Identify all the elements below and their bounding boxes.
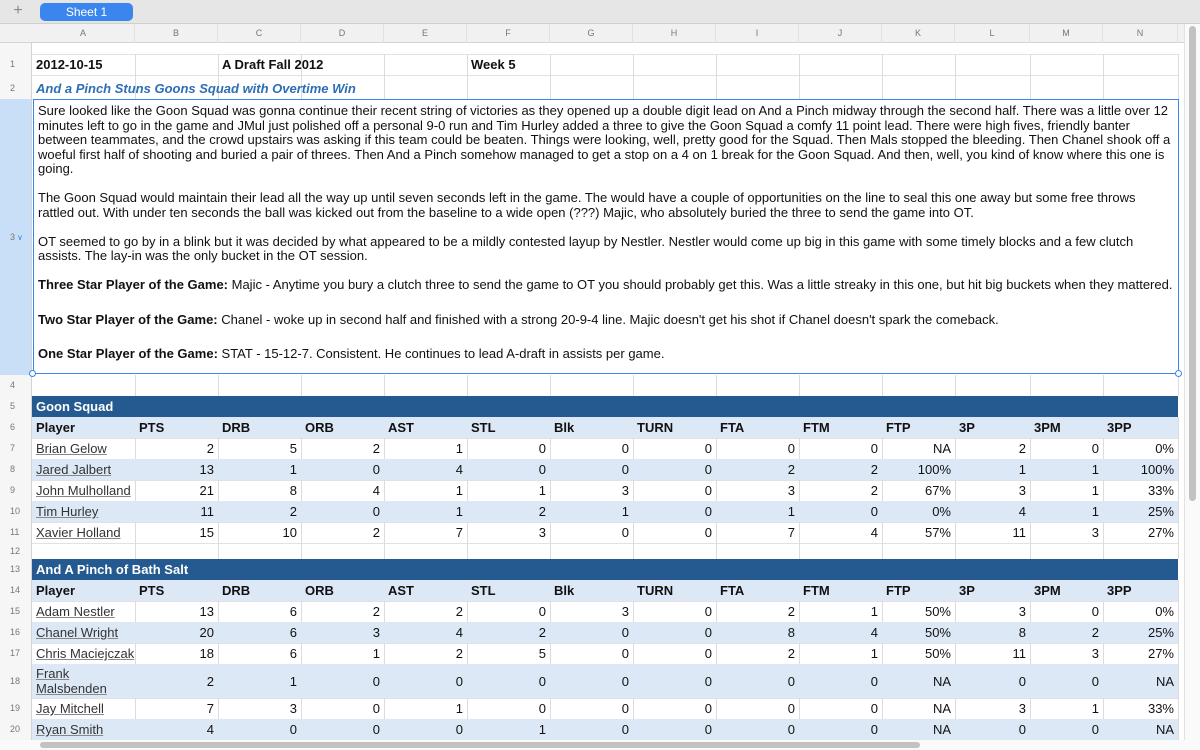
- stat-cell[interactable]: 3: [1018, 701, 1026, 716]
- player-name-link[interactable]: Brian Gelow: [36, 441, 107, 456]
- player-name-link[interactable]: John Mulholland: [36, 483, 131, 498]
- league-cell[interactable]: A Draft Fall 2012: [222, 57, 324, 72]
- stat-cell[interactable]: 0: [704, 441, 712, 456]
- row-number: 12: [10, 546, 21, 556]
- row-number: 20: [10, 724, 21, 734]
- column-line: [1178, 375, 1179, 396]
- stat-cell[interactable]: 0: [538, 441, 546, 456]
- stat-cell[interactable]: 0: [1091, 673, 1099, 689]
- stat-cell[interactable]: 11: [200, 504, 214, 519]
- column-line: [1178, 54, 1179, 99]
- stat-cell[interactable]: 3: [1091, 646, 1099, 661]
- stat-cell[interactable]: 0: [372, 673, 380, 689]
- stat-cell[interactable]: 4: [870, 625, 878, 640]
- row-header-6[interactable]: [0, 417, 31, 438]
- stat-cell[interactable]: 100%: [917, 462, 951, 477]
- stat-header-pts[interactable]: PTS: [139, 420, 165, 435]
- stat-cell[interactable]: 8: [1018, 625, 1026, 640]
- stat-cell[interactable]: 0: [621, 625, 629, 640]
- stat-cell[interactable]: 1: [870, 604, 878, 619]
- stat-cell[interactable]: 0: [289, 722, 297, 737]
- stat-cell[interactable]: 2: [787, 604, 795, 619]
- column-header-b[interactable]: B: [135, 24, 218, 43]
- stat-header-stl[interactable]: STL: [471, 420, 496, 435]
- row-header-7[interactable]: [0, 438, 31, 459]
- stat-cell[interactable]: NA: [1155, 722, 1174, 737]
- stat-cell[interactable]: 11: [1012, 525, 1026, 540]
- stat-cell[interactable]: 25%: [1147, 504, 1174, 519]
- stat-cell[interactable]: 1: [538, 722, 546, 737]
- stat-cell[interactable]: 1: [1091, 701, 1099, 716]
- stat-cell[interactable]: 7: [206, 701, 214, 716]
- stat-header-blk[interactable]: Blk: [554, 420, 575, 435]
- stat-cell[interactable]: 13: [199, 462, 214, 477]
- player-name-link[interactable]: Jay Mitchell: [36, 701, 104, 716]
- stat-cell[interactable]: 0: [455, 722, 463, 737]
- stat-cell[interactable]: 0: [621, 525, 629, 540]
- stat-cell[interactable]: 1: [870, 646, 878, 661]
- stat-cell[interactable]: NA: [932, 701, 951, 716]
- row-line: [32, 75, 1178, 76]
- stat-header-orb[interactable]: ORB: [305, 583, 334, 598]
- recap-text-cell[interactable]: [33, 99, 1179, 374]
- stat-cell[interactable]: 4: [206, 722, 214, 737]
- column-header-g[interactable]: G: [550, 24, 633, 43]
- column-line: [955, 54, 956, 99]
- stat-cell[interactable]: 0: [787, 441, 795, 456]
- stat-cell[interactable]: 0: [870, 441, 878, 456]
- selection-handle-bottom-left[interactable]: [29, 370, 36, 377]
- row-number: 10: [10, 506, 21, 516]
- stat-cell[interactable]: 0: [1018, 722, 1026, 737]
- stat-header-ftm[interactable]: FTM: [803, 420, 830, 435]
- column-line: [882, 54, 883, 99]
- stat-cell[interactable]: 4: [455, 462, 463, 477]
- column-line: [955, 375, 956, 396]
- column-line: [633, 54, 634, 99]
- stat-cell[interactable]: 2: [455, 646, 463, 661]
- player-name-link[interactable]: Chris Maciejczak: [36, 646, 135, 661]
- player-name-link[interactable]: Frank Malsbenden: [36, 666, 107, 696]
- stat-cell[interactable]: 1: [455, 504, 463, 519]
- row-number: 11: [10, 527, 20, 537]
- stat-cell[interactable]: 2: [206, 441, 214, 456]
- row-header-18[interactable]: [0, 664, 31, 698]
- column-header-d[interactable]: D: [301, 24, 384, 43]
- stat-cell[interactable]: 4: [870, 525, 878, 540]
- column-header-h[interactable]: H: [633, 24, 716, 43]
- stat-header-ast[interactable]: AST: [388, 420, 414, 435]
- column-line: [799, 375, 800, 396]
- week-cell[interactable]: Week 5: [471, 57, 516, 72]
- column-line: [882, 375, 883, 396]
- stat-cell[interactable]: 1: [538, 483, 546, 498]
- stat-cell[interactable]: 0: [538, 604, 546, 619]
- column-header-e[interactable]: E: [384, 24, 467, 43]
- stat-cell[interactable]: 0: [621, 646, 629, 661]
- column-line: [799, 54, 800, 99]
- stat-cell[interactable]: 2: [870, 483, 878, 498]
- stat-header-orb[interactable]: ORB: [305, 420, 334, 435]
- row-header-1[interactable]: [0, 54, 31, 75]
- stat-cell[interactable]: 0: [704, 483, 712, 498]
- stat-cell[interactable]: 0: [372, 462, 380, 477]
- row-header-10[interactable]: [0, 501, 31, 522]
- stat-cell[interactable]: 50%: [924, 604, 951, 619]
- column-line: [716, 375, 717, 396]
- stat-cell[interactable]: NA: [1155, 673, 1174, 689]
- horizontal-scroll-thumb[interactable]: [40, 742, 920, 748]
- row-header-15[interactable]: [0, 601, 31, 622]
- column-header-l[interactable]: L: [955, 24, 1030, 43]
- stat-header-3pm[interactable]: 3PM: [1034, 583, 1061, 598]
- stat-cell[interactable]: 0: [704, 604, 712, 619]
- stat-header-pts[interactable]: PTS: [139, 583, 165, 598]
- stat-header-blk[interactable]: Blk: [554, 583, 575, 598]
- stat-cell[interactable]: 33%: [1147, 483, 1174, 498]
- stat-cell[interactable]: 0: [372, 504, 380, 519]
- stat-cell[interactable]: 15: [199, 525, 214, 540]
- stat-cell[interactable]: 0: [787, 701, 795, 716]
- stat-cell[interactable]: 0: [621, 722, 629, 737]
- stat-header-turn[interactable]: TURN: [637, 583, 674, 598]
- row-header-11[interactable]: [0, 522, 31, 543]
- player-name-link[interactable]: Jared Jalbert: [36, 462, 112, 477]
- stat-cell[interactable]: 4: [372, 483, 380, 498]
- stat-cell[interactable]: 2: [538, 625, 546, 640]
- stat-cell[interactable]: 1: [455, 483, 463, 498]
- stat-cell[interactable]: 2: [538, 504, 546, 519]
- stat-cell[interactable]: 0: [621, 701, 629, 716]
- stat-cell[interactable]: 1: [1091, 504, 1099, 519]
- stat-cell[interactable]: 2: [787, 646, 795, 661]
- stat-header-3pp[interactable]: 3PP: [1107, 583, 1132, 598]
- stat-header-ast[interactable]: AST: [388, 583, 414, 598]
- stat-cell[interactable]: 0: [621, 673, 629, 689]
- three-star-text: Majic - Anytime you bury a clutch three to send the game to OT you should probably get this. Was a little streaky in this one, but hit big buckets when they mattered.: [228, 277, 1173, 292]
- row-number: 18: [10, 676, 21, 686]
- three-star-label: Three Star Player of the Game:: [38, 277, 229, 292]
- row-number: 7: [10, 443, 16, 453]
- one-star-line: [38, 347, 1174, 362]
- column-header-i[interactable]: I: [716, 24, 799, 43]
- row-header-bar: [0, 43, 32, 750]
- date-cell[interactable]: 2012-10-15: [36, 57, 103, 72]
- stat-cell[interactable]: 1: [621, 504, 629, 519]
- stat-cell[interactable]: 0: [621, 441, 629, 456]
- row-header-9[interactable]: [0, 480, 31, 501]
- one-star-label: One Star Player of the Game:: [38, 346, 218, 361]
- row-number: 15: [10, 606, 21, 616]
- stat-cell[interactable]: 4: [1018, 504, 1026, 519]
- row-header-14[interactable]: [0, 580, 31, 601]
- stat-cell[interactable]: 3: [1018, 483, 1026, 498]
- stat-cell[interactable]: 50%: [924, 646, 951, 661]
- stat-cell[interactable]: 0: [870, 722, 878, 737]
- row-number: 2: [10, 83, 16, 93]
- row-header-19[interactable]: [0, 698, 31, 719]
- stat-cell[interactable]: 3: [1018, 604, 1026, 619]
- stat-cell[interactable]: 0: [372, 722, 380, 737]
- stat-cell[interactable]: 6: [289, 646, 297, 661]
- stat-cell[interactable]: 2: [372, 441, 380, 456]
- column-header-k[interactable]: K: [882, 24, 955, 43]
- row-header-3[interactable]: [0, 99, 31, 375]
- stat-cell[interactable]: 0: [704, 504, 712, 519]
- row-number: 16: [10, 627, 21, 637]
- stat-cell[interactable]: 21: [199, 483, 214, 498]
- stat-cell[interactable]: 3: [787, 483, 795, 498]
- stat-cell[interactable]: 0: [1018, 673, 1026, 689]
- column-line: [716, 54, 717, 99]
- stat-cell[interactable]: 1: [1018, 462, 1026, 477]
- stat-cell[interactable]: 0: [538, 462, 546, 477]
- column-header-j[interactable]: J: [799, 24, 882, 43]
- stat-cell[interactable]: 0: [538, 673, 546, 689]
- column-line: [550, 54, 551, 99]
- column-line: [1103, 375, 1104, 396]
- column-line: [1178, 580, 1179, 740]
- stat-cell[interactable]: 0: [704, 646, 712, 661]
- stat-cell[interactable]: 0: [870, 701, 878, 716]
- row-number: 17: [10, 648, 21, 658]
- stat-cell[interactable]: 2: [206, 673, 214, 689]
- vertical-scroll-thumb[interactable]: [1189, 26, 1196, 501]
- row-header-8[interactable]: [0, 459, 31, 480]
- column-line: [1030, 375, 1031, 396]
- player-name-link[interactable]: Chanel Wright: [36, 625, 119, 640]
- stat-cell[interactable]: 3: [289, 701, 297, 716]
- column-line: [1103, 54, 1104, 99]
- stat-cell[interactable]: 1: [289, 462, 297, 477]
- stat-cell[interactable]: 0: [704, 701, 712, 716]
- recap-paragraph-3: OT seemed to go by in a blink but it was decided by what appeared to be a mildly contested layup by Nestler. Nestler would come up big in this game with some timely blocks and a few clutch assists. The lay-in was the only bucket in the OT session.: [38, 233, 1134, 263]
- headline-cell[interactable]: And a Pinch Stuns Goons Squad with Overtime Win: [36, 81, 356, 96]
- stat-cell[interactable]: 33%: [1147, 701, 1174, 716]
- stat-cell[interactable]: 1: [455, 441, 463, 456]
- column-header-m[interactable]: M: [1030, 24, 1103, 43]
- stat-cell[interactable]: 0: [704, 673, 712, 689]
- row-expand-chevron-icon[interactable]: ∨: [17, 233, 23, 242]
- stat-cell[interactable]: 1: [1091, 462, 1099, 477]
- stat-header-ftp[interactable]: FTP: [886, 420, 911, 435]
- stat-cell[interactable]: 0: [787, 722, 795, 737]
- stat-cell[interactable]: 18: [199, 646, 214, 661]
- row-number: 14: [10, 585, 21, 595]
- stat-cell[interactable]: 57%: [924, 525, 951, 540]
- stat-cell[interactable]: 0: [621, 462, 629, 477]
- stat-cell[interactable]: 2: [289, 504, 297, 519]
- stat-cell[interactable]: 27%: [1147, 646, 1174, 661]
- stat-cell[interactable]: 5: [289, 441, 297, 456]
- stat-cell[interactable]: 7: [455, 525, 463, 540]
- stat-header-drb[interactable]: DRB: [222, 420, 251, 435]
- stat-cell[interactable]: 20: [199, 625, 214, 640]
- stat-cell[interactable]: 13: [199, 604, 214, 619]
- stat-cell[interactable]: 27%: [1147, 525, 1174, 540]
- team2-title[interactable]: And A Pinch of Bath Salt: [36, 562, 189, 577]
- stat-header-fta[interactable]: FTA: [720, 583, 745, 598]
- recap-paragraph-2: The Goon Squad would maintain their lead all the way up until seven seconds left in the game. The would have a couple of opportunities on the line to seal this one away but some free throws rattled out. With under ten seconds the ball was kicked out from the baseline to a wide open (???) Majic, who absolutely buried the three to send the game into OT.: [38, 190, 1136, 220]
- vertical-scrollbar[interactable]: [1184, 24, 1200, 740]
- column-line: [301, 375, 302, 396]
- stat-cell[interactable]: 0: [704, 722, 712, 737]
- stat-header-3pp[interactable]: 3PP: [1107, 420, 1132, 435]
- row-number: 9: [10, 485, 16, 495]
- stat-cell[interactable]: 10: [282, 525, 297, 540]
- stat-cell[interactable]: 7: [787, 525, 795, 540]
- column-line: [633, 375, 634, 396]
- stat-cell[interactable]: 3: [538, 525, 546, 540]
- stat-cell[interactable]: 2: [372, 525, 380, 540]
- row-number: 8: [10, 464, 16, 474]
- recap-paragraph-1: Sure looked like the Goon Squad was gonna continue their recent string of victories as they opened up a double digit lead on And a Pinch midway through the second half. There was a little over 12 minutes left to go in the game and JMul just polished off a personal 9-0 run and Tim Hurley added a three to give the Goon Squad a comfy 11 point lead. There were high fives, friendly banter between teammates, and the crowd upstairs was asking if this team could be beaten. Things were looking, well, pretty good for the Squad. Then Mals stopped the bleeding. Then Chanel shook off a woeful first half of shooting and buried a pair of threes. Then And a Pinch somehow managed to get a stop on a 4 on 1 break for the Goon Squad. And then, well, you kind of know where this one is going.: [38, 103, 1171, 176]
- row-header-20[interactable]: [0, 719, 31, 740]
- player-name-link[interactable]: Adam Nestler: [36, 604, 115, 619]
- stat-cell[interactable]: NA: [932, 441, 951, 456]
- one-star-text: STAT - 15-12-7. Consistent. He continues to lead A-draft in assists per game.: [217, 346, 665, 361]
- stat-cell[interactable]: 2: [1018, 441, 1026, 456]
- row-header-12[interactable]: [0, 543, 31, 559]
- stat-cell[interactable]: 25%: [1147, 625, 1174, 640]
- row-header-17[interactable]: [0, 643, 31, 664]
- stat-header-fta[interactable]: FTA: [720, 420, 745, 435]
- stat-cell[interactable]: 3: [372, 625, 380, 640]
- stat-header-3pm[interactable]: 3PM: [1034, 420, 1061, 435]
- row-number: 13: [10, 564, 21, 574]
- stat-cell[interactable]: 8: [787, 625, 795, 640]
- stat-cell[interactable]: 0: [1091, 604, 1099, 619]
- stat-cell[interactable]: 0%: [932, 504, 951, 519]
- three-star-line: [38, 278, 1174, 293]
- stat-header-drb[interactable]: DRB: [222, 583, 251, 598]
- row-number: 6: [10, 422, 16, 432]
- stat-cell[interactable]: 8: [289, 483, 297, 498]
- horizontal-scrollbar[interactable]: [0, 740, 1200, 750]
- stat-cell[interactable]: 2: [455, 604, 463, 619]
- column-header-f[interactable]: F: [467, 24, 550, 43]
- stat-cell[interactable]: 0%: [1155, 441, 1174, 456]
- stat-cell[interactable]: 2: [787, 462, 795, 477]
- stat-cell[interactable]: 0: [704, 525, 712, 540]
- column-line: [550, 375, 551, 396]
- stat-cell[interactable]: 2: [870, 462, 878, 477]
- row-header-5[interactable]: [0, 396, 31, 417]
- stat-header-3p[interactable]: 3P: [959, 420, 975, 435]
- stat-cell[interactable]: NA: [932, 722, 951, 737]
- stat-cell[interactable]: 0: [1091, 722, 1099, 737]
- sheet-tab-active[interactable]: Sheet 1: [40, 3, 133, 21]
- stat-cell[interactable]: 0: [455, 673, 463, 689]
- stat-header-turn[interactable]: TURN: [637, 420, 674, 435]
- player-name-link[interactable]: Tim Hurley: [36, 504, 99, 519]
- stat-cell[interactable]: 1: [787, 504, 795, 519]
- column-line: [218, 375, 219, 396]
- player-name-link[interactable]: Ryan Smith: [36, 722, 104, 737]
- stat-cell[interactable]: 0: [870, 504, 878, 519]
- stat-cell[interactable]: 3: [621, 604, 629, 619]
- stat-header-3p[interactable]: 3P: [959, 583, 975, 598]
- column-header-n[interactable]: N: [1103, 24, 1178, 43]
- column-line: [384, 375, 385, 396]
- stat-cell[interactable]: 6: [289, 625, 297, 640]
- add-sheet-button[interactable]: +: [13, 2, 23, 19]
- stat-cell[interactable]: 1: [372, 646, 380, 661]
- player-name-link[interactable]: Xavier Holland: [36, 525, 121, 540]
- row-header-2[interactable]: [0, 78, 31, 99]
- stat-cell[interactable]: 3: [621, 483, 629, 498]
- two-star-label: Two Star Player of the Game:: [38, 311, 218, 327]
- two-star-text: Chanel - woke up in second half and finished with a strong 20-9-4 line. Majic doesn't get his shot if Chanel doesn't spark the comeback.: [217, 311, 999, 327]
- column-line: [1178, 417, 1179, 559]
- stat-cell[interactable]: 67%: [924, 483, 951, 498]
- column-header-c[interactable]: C: [218, 24, 301, 43]
- stat-cell[interactable]: 0: [372, 701, 380, 716]
- column-header-a[interactable]: A: [32, 24, 135, 43]
- stat-cell[interactable]: 5: [538, 646, 546, 661]
- stat-header-ftm[interactable]: FTM: [803, 583, 830, 598]
- stat-cell[interactable]: 1: [455, 701, 463, 716]
- stat-cell[interactable]: 0: [1091, 441, 1099, 456]
- stat-cell[interactable]: 0: [787, 673, 795, 689]
- stat-cell[interactable]: 3: [1091, 525, 1099, 540]
- stat-cell[interactable]: 0: [870, 673, 878, 689]
- team1-title[interactable]: Goon Squad: [36, 399, 114, 414]
- row-number: 5: [10, 401, 16, 411]
- column-header-bar: [0, 24, 1200, 43]
- stat-cell[interactable]: 6: [289, 604, 297, 619]
- stat-cell[interactable]: 1: [1091, 483, 1099, 498]
- row-number: 19: [10, 703, 21, 713]
- stat-cell[interactable]: 50%: [924, 625, 951, 640]
- stat-cell[interactable]: 0: [704, 625, 712, 640]
- sheet-tab-bar: [0, 0, 1200, 24]
- stat-cell[interactable]: 100%: [1140, 462, 1174, 477]
- stat-cell[interactable]: 2: [372, 604, 380, 619]
- stat-cell[interactable]: NA: [932, 673, 951, 689]
- stat-header-stl[interactable]: STL: [471, 583, 496, 598]
- row-line: [32, 543, 1178, 544]
- stat-cell[interactable]: 11: [1012, 646, 1026, 661]
- row-header-16[interactable]: [0, 622, 31, 643]
- row-header-4[interactable]: [0, 375, 31, 396]
- stat-cell[interactable]: 1: [289, 673, 297, 689]
- row-number: 4: [10, 380, 16, 390]
- stat-header-ftp[interactable]: FTP: [886, 583, 911, 598]
- selection-handle-bottom-right[interactable]: [1175, 370, 1182, 377]
- stat-cell[interactable]: 4: [455, 625, 463, 640]
- row-number: 3: [10, 232, 16, 242]
- stat-cell[interactable]: 0%: [1155, 604, 1174, 619]
- stat-cell[interactable]: 2: [1091, 625, 1099, 640]
- row-header-13[interactable]: [0, 559, 31, 580]
- column-line: [135, 375, 136, 396]
- two-star-line: [38, 313, 1174, 328]
- stat-header-player[interactable]: Player: [36, 583, 76, 598]
- stat-cell[interactable]: 0: [538, 701, 546, 716]
- column-line: [1030, 54, 1031, 99]
- row-number: 1: [10, 59, 16, 69]
- stat-cell[interactable]: 0: [704, 462, 712, 477]
- stat-header-player[interactable]: Player: [36, 420, 76, 435]
- column-line: [467, 375, 468, 396]
